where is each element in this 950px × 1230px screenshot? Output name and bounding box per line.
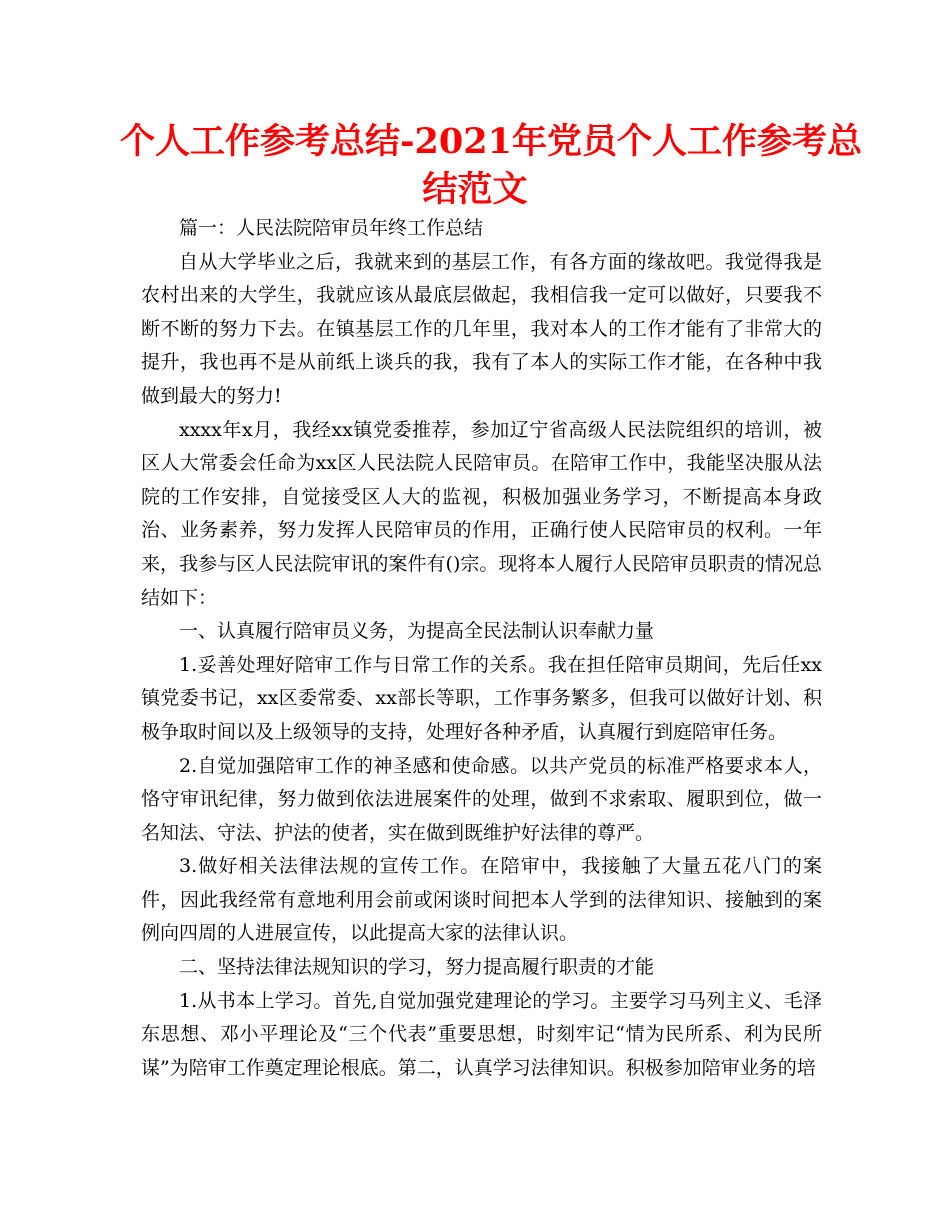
paragraph: 2.自觉加强陪审工作的神圣感和使命感。以共产党员的标准严格要求本人，恪守审讯纪律，努力做到依法进展案件的处理，做到不求索取、履职到位，做一名知法、守法、护法的使者，实在做到既维护好法律的尊严。 (141, 754, 822, 844)
paragraph: xxxx年x月，我经xx镇党委推荐，参加辽宁省高级人民法院组织的培训，被区人大常委会任命为xx区人民法院人民陪审员。在陪审工作中，我能坚决服从法院的工作安排，自觉接受区人大的监视，积极加强业务学习，不断提高本身政治、业务素养，努力发挥人民陪审员的作用，正确行使人民陪审员的权利。一年来，我参与区人民法院审讯的案件有()宗。现将本人履行人民陪审员职责的情况总结如下： (141, 418, 822, 609)
title-line-1: 个人工作参考总结-2021年党员个人工作参考总 (120, 121, 862, 162)
document-title (120, 118, 862, 214)
document-body (141, 212, 822, 1085)
paragraph: 3.做好相关法律法规的宣传工作。在陪审中，我接触了大量五花八门的案件，因此我经常有意地利用会前或闲谈时间把本人学到的法律知识、接触到的案例向四周的人进展宣传，以此提高大家的法律认识。 (141, 855, 822, 945)
section-heading: 一、认真履行陪审员义务，为提高全民法制认识奉献力量 (179, 620, 655, 643)
paragraph: 1.妥善处理好陪审工作与日常工作的关系。我在担任陪审员期间，先后任xx镇党委书记，xx区委常委、xx部长等职，工作事务繁多，但我可以做好计划、积极争取时间以及上级领导的支持，处理好各种矛盾，认真履行到庭陪审任务。 (141, 653, 822, 743)
section-heading: 二、坚持法律法规知识的学习，努力提高履行职责的才能 (179, 956, 655, 979)
paragraph: 自从大学毕业之后，我就来到的基层工作，有各方面的缘故吧。我觉得我是农村出来的大学生，我就应该从最底层做起，我相信我一定可以做好，只要我不断不断的努力下去。在镇基层工作的几年里，我对本人的工作才能有了非常大的提升，我也再不是从前纸上谈兵的我，我有了本人的实际工作才能，在各种中我做到最大的努力! (141, 250, 822, 407)
title-line-2: 结范文 (422, 169, 528, 210)
section-heading: 篇一：人民法院陪审员年终工作总结 (179, 217, 484, 239)
paragraph: 1.从书本上学习。首先,自觉加强党建理论的学习。主要学习马列主义、毛泽东思想、邓小平理论及“三个代表”重要思想，时刻牢记“情为民所系、利为民所谋”为陪审工作奠定理论根底。第二，认真学习法律知识。积极参加陪审业务的培 (141, 989, 822, 1079)
